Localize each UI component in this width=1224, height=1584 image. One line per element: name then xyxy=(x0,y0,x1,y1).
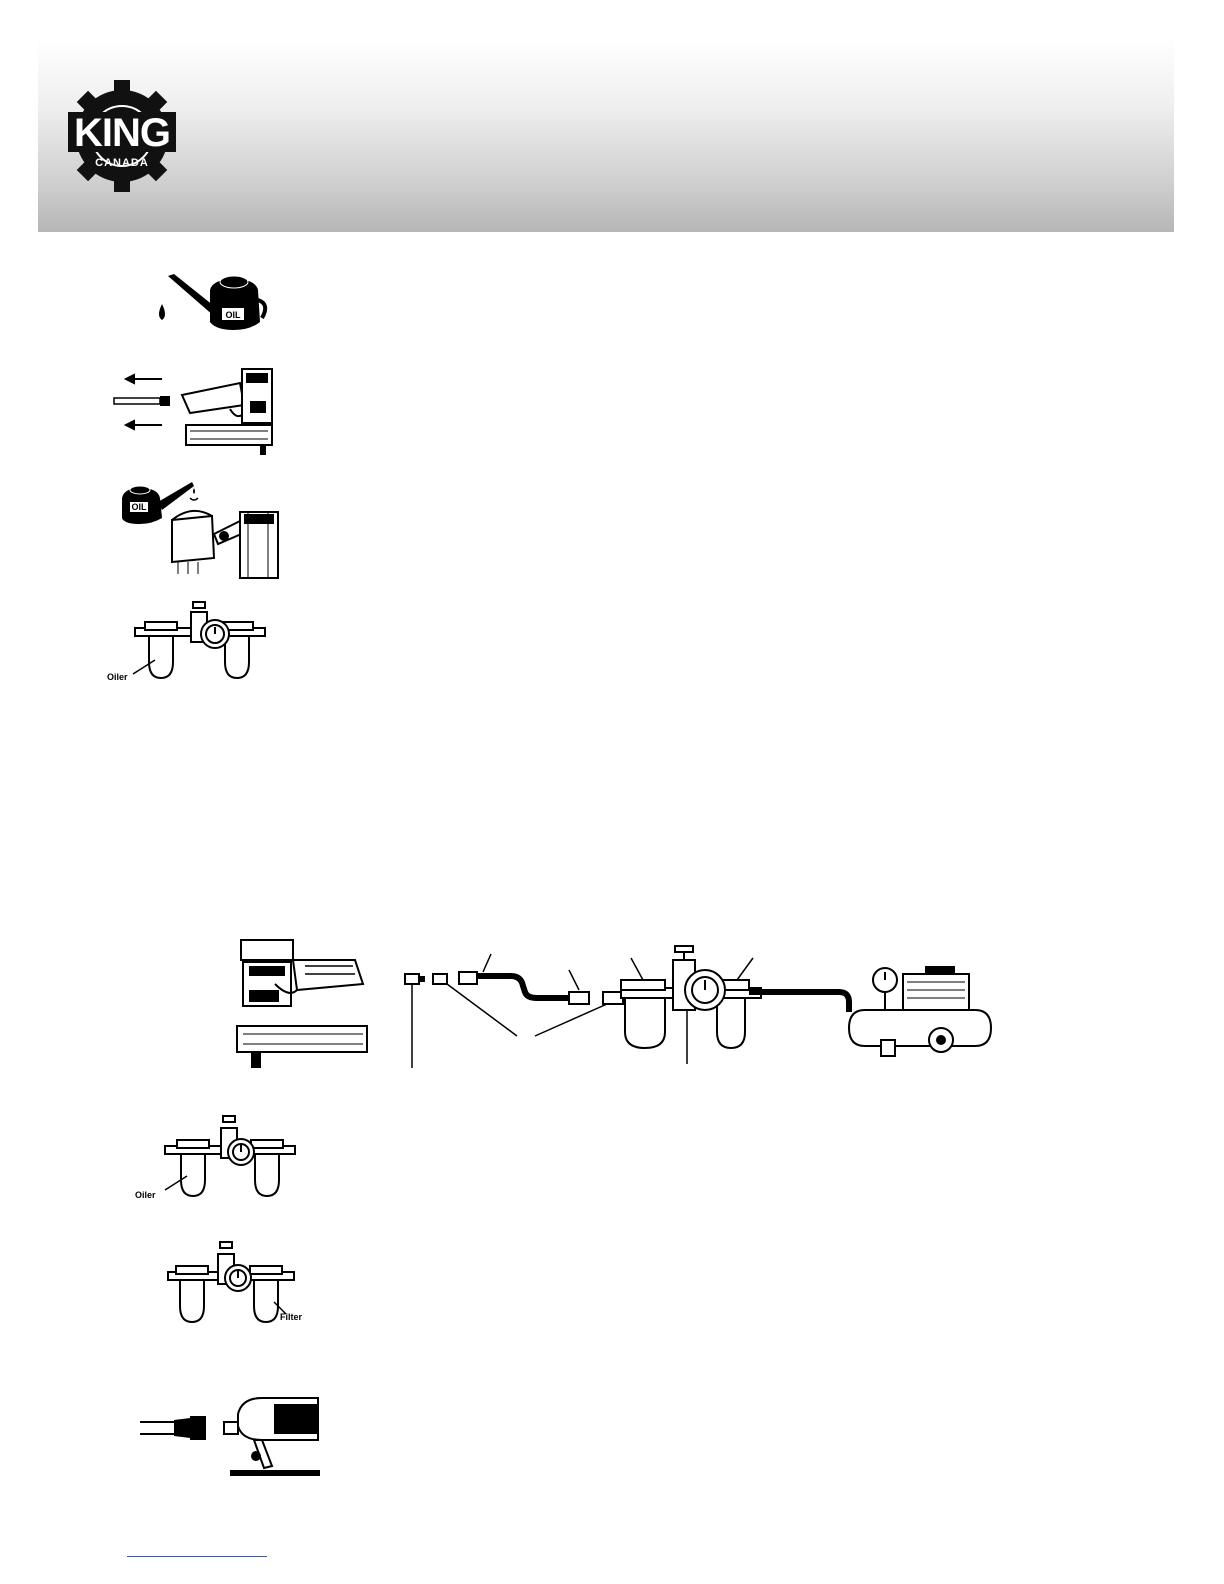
frl-unit-illustration-2 xyxy=(135,1112,305,1202)
oil-label: OIL xyxy=(225,310,241,320)
oiler-label-2: Oiler xyxy=(135,1190,156,1200)
oil-label-2: OIL xyxy=(131,502,147,512)
king-canada-logo xyxy=(68,78,176,194)
filter-label: Filter xyxy=(280,1312,303,1322)
nailer-icon xyxy=(237,940,367,1068)
compressor-icon xyxy=(849,966,991,1056)
frl-unit-icon xyxy=(621,946,761,1048)
arrow-left-icon xyxy=(126,421,134,429)
oil-can-illustration xyxy=(150,262,270,337)
nailer-icon xyxy=(224,1398,320,1476)
oiling-inlet-illustration xyxy=(118,478,283,578)
oil-drop-icon xyxy=(159,304,165,320)
header-banner xyxy=(38,38,1174,232)
frl-unit-illustration-3 xyxy=(162,1238,312,1328)
logo-word: KING xyxy=(74,111,170,155)
frl-unit-illustration-1 xyxy=(105,598,275,688)
fitting-removal-illustration xyxy=(110,365,275,460)
oiler-label-1: Oiler xyxy=(107,672,128,682)
nailer-icon xyxy=(182,369,272,455)
hose-connection-illustration xyxy=(138,1396,320,1478)
logo-sub: CANADA xyxy=(95,157,149,169)
air-system-diagram xyxy=(235,940,1005,1075)
arrow-left-icon xyxy=(126,375,134,383)
footer-link-underline[interactable] xyxy=(127,1556,267,1557)
